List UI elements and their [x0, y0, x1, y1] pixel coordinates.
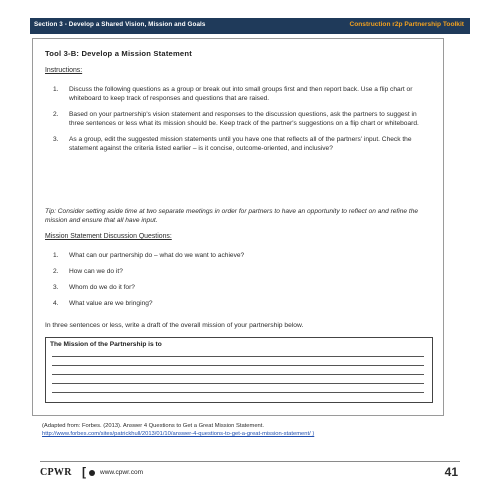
mission-writing-box[interactable] [45, 337, 433, 403]
footer-divider [40, 461, 460, 462]
toolkit-title: Construction r2p Partnership Toolkit [349, 21, 464, 28]
discussion-heading: Mission Statement Discussion Questions: [45, 233, 172, 240]
list-item: 2. How can we do it? [53, 268, 123, 275]
list-item: 1. What can our partnership do – what do we want to achieve? [53, 252, 245, 259]
tool-title: Tool 3-B: Develop a Mission Statement [45, 49, 192, 58]
website-link[interactable]: www.cpwr.com [100, 469, 143, 476]
document-page [30, 18, 470, 488]
page-footer [40, 461, 460, 481]
draft-prompt: In three sentences or less, write a draft of the overall mission of your partnership below. [45, 322, 304, 329]
tip-text: Tip: Consider setting aside time at two separate meetings in order for partners to have an opportunity to reflect on and refine the mission and ensure that all have input. [45, 208, 419, 224]
section-title: Section 3 - Develop a Shared Vision, Mission and Goals [34, 21, 206, 28]
writing-line [52, 356, 424, 357]
page-header [30, 18, 470, 34]
page-number: 41 [444, 465, 458, 479]
list-item: 2. Based on your partnership's vision statement and responses to the discussion questions, ask the partners to suggest in three sentences or less what its mission should be. Keep track of the partner's suggestions on a flip chart or whiteboard. [53, 111, 419, 127]
list-item: 3. Whom do we do it for? [53, 284, 135, 291]
writing-line [52, 383, 424, 384]
citation-link[interactable]: http://www.forbes.com/sites/patrickhull/2013/01/10/answer-4-questions-to-get-a-great-mission-statement/ ) [42, 431, 315, 437]
source-citation [42, 422, 462, 438]
list-item: 3. As a group, edit the suggested mission statements until you have one that reflects all of the partners' input. Check the statement against the criteria listed earlier – is it concise, outcome-oriented, and inclusive? [53, 136, 412, 152]
bracket-icon: [ [82, 465, 86, 479]
writing-line [52, 392, 424, 393]
dot-icon [89, 470, 95, 476]
instructions-list [45, 85, 430, 153]
list-item: 1. Discuss the following questions as a group or break out into small groups first and then report back. Use a flip chart or whiteboard to keep track of responses and questions that are raised. [53, 86, 413, 102]
writing-line [52, 365, 424, 366]
tool-box [32, 38, 444, 416]
discussion-list [45, 251, 430, 308]
writing-line [52, 374, 424, 375]
citation-text: (Adapted from: Forbes. (2013). Answer 4 Questions to Get a Great Mission Statement. [42, 423, 264, 429]
mission-label: The Mission of the Partnership is to [50, 341, 162, 348]
cpwr-logo: CPWR [40, 467, 72, 478]
instructions-heading: Instructions: [45, 67, 83, 74]
list-item: 4. What value are we bringing? [53, 300, 153, 307]
